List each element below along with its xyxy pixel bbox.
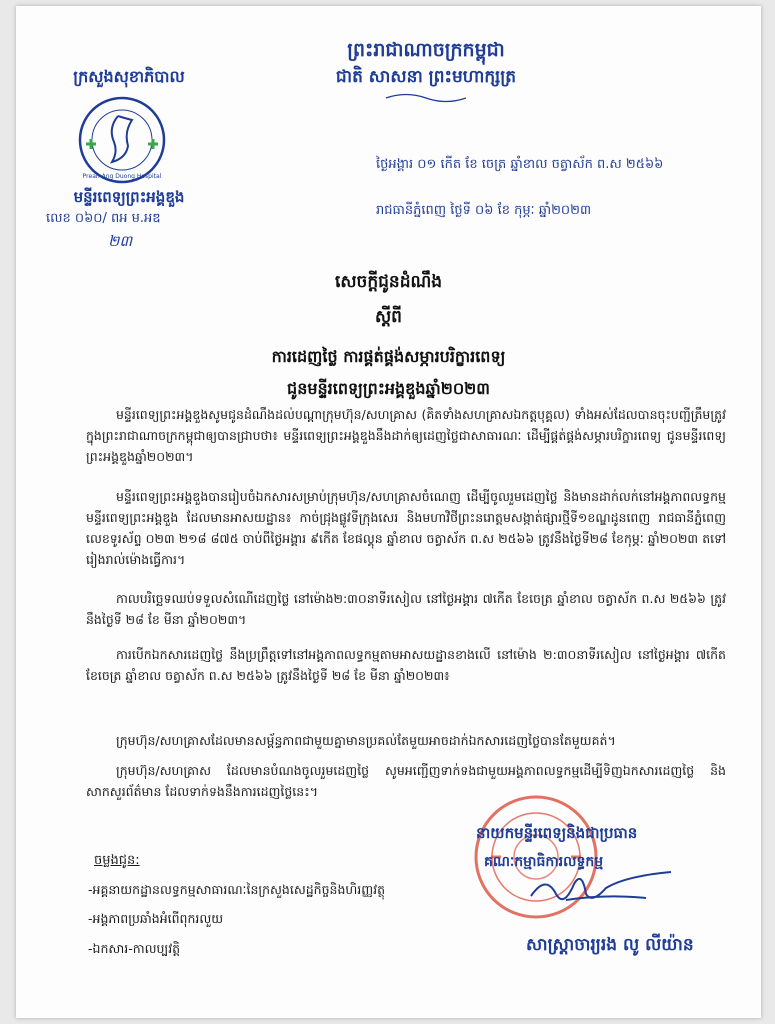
hospital-logo-icon <box>72 94 172 186</box>
ministry-name: ក្រសួងសុខាភិបាល <box>73 67 185 86</box>
lunar-date: ថ្ងៃអង្គារ ០១ កើត ខែ ចេត្រ ឆ្នាំខាល ចត្វាស័ក ព.ស ២៥៦៦ <box>376 157 664 172</box>
kingdom-line2: ជាតិ សាសនា ព្រះមហាក្សត្រ <box>335 67 517 87</box>
letter-page <box>16 6 761 1018</box>
handwritten-signature-icon <box>526 864 676 914</box>
ref-year: ២៣ <box>108 232 133 250</box>
logo-text: Preah Ang Duong Hospital <box>82 173 162 180</box>
doc-title: សេចក្តីជូនដំណឹង <box>334 272 443 292</box>
signer-org: គណៈកម្មាធិការលទ្ធកម្ម <box>484 854 604 870</box>
cc-item: -អគ្គនាយកដ្ឋានលទ្ធកម្មសាធារណៈនៃក្រសួងសេដ្ឋកិច្ចនិងហិរញ្ញវត្ថុ <box>88 882 386 897</box>
ornament-icon <box>286 91 566 105</box>
paragraph-1: មន្ទីរពេទ្យព្រះអង្គឌួងសូមជូនដំណឹងដល់បណ្តាក្រុមហ៊ុន/សហគ្រាស (គិតទាំងសហគ្រាសឯកត្តបុគ្គល) ទាំងអស់ដែលបានចុះបញ្ជីត្រឹមត្រូវក្នុងព្រះរាជាណាចក្រកម្ពុជាឲ្យបានជ្រាបថា៖ មន្ទីរពេទ្យព្រះអង្គឌួងនឹងដាក់ឲ្យដេញថ្លៃជាសាធារណៈ ដើម្បីផ្គត់ផ្គង់សម្ភារបរិក្ខារពេទ្យ ជូនមន្ទីរពេទ្យព្រះអង្គឌួងឆ្នាំ២០២៣។ <box>86 407 726 464</box>
signer-title: នាយកមន្ទីរពេទ្យនិងជាប្រធាន <box>476 824 638 842</box>
paragraph-3: កាលបរិច្ឆេទឈប់ទទួលសំណើដេញថ្លៃ នៅម៉ោង២:៣០នាទីរសៀល នៅថ្ងៃអង្គារ ៧កើត ខែចេត្រ ឆ្នាំខាល ចត្វាស័ក ព.ស ២៥៦៦ ត្រូវនឹងថ្ងៃទី ២៨ ខែ មីនា ឆ្នាំ២០២៣។ <box>86 591 726 627</box>
cc-item: -អង្គភាពប្រឆាំងអំពើពុករលួយ <box>88 911 224 926</box>
doc-topic: ការដេញថ្លៃ ការផ្គត់ផ្គង់សម្ភារបរិក្ខារពេទ្យ <box>271 347 506 366</box>
cc-title: ចម្លងជូន: <box>94 853 140 868</box>
paragraph-5: ក្រុមហ៊ុន/សហគ្រាសដែលមានសម្ព័ន្ធភាពជាមួយគ្នាមានប្រគល់តែមួយអាចដាក់ឯកសារដេញថ្លៃបានតែមួយគត់។ <box>116 733 616 748</box>
solar-date: រាជធានីភ្នំពេញ ថ្ងៃទី ០៦ ខែ កុម្ភៈ ឆ្នាំ២០២៣ <box>376 203 592 218</box>
cc-item: -ឯកសារ-កាលប្បវត្តិ <box>88 941 181 956</box>
paragraph-6: ក្រុមហ៊ុន/សហគ្រាស ដែលមានបំណងចូលរួមដេញថ្លៃ សូមអញ្ជើញទាក់ទងជាមួយអង្គភាពលទ្ធកម្មដើម្បីទិញឯកសារដេញថ្លៃ និងសាកសួរព័ត៌មាន ដែលទាក់ទងនឹងការដេញថ្លៃនេះ។ <box>86 763 726 799</box>
doc-subtitle: ស្តីពី <box>375 307 402 327</box>
doc-topic-year: ជូនមន្ទីរពេទ្យព្រះអង្គឌួងឆ្នាំ២០២៣ <box>287 379 490 398</box>
paragraph-4: ការបើកឯកសារដេញថ្លៃ នឹងប្រព្រឹត្តទៅនៅអង្គភាពលទ្ធកម្មតាមអាសយដ្ឋានខាងលើ នៅម៉ោង ២:៣០នាទីរសៀល នៅថ្ងៃអង្គារ ៧កើត ខែចេត្រ ឆ្នាំខាល ចត្វាស័ក ព.ស ២៥៦៦ ត្រូវនឹងថ្ងៃទី ២៨ ខែ មីនា ឆ្នាំ២០២៣៖ <box>86 647 726 683</box>
paragraph-2: មន្ទីរពេទ្យព្រះអង្គឌួងបានរៀបចំឯកសារសម្រាប់ក្រុមហ៊ុន/សហគ្រាសចំណេញ ដើម្បីចូលរួមដេញថ្លៃ និងមានដាក់លក់នៅអង្គភាពលទ្ធកម្មមន្ទីរពេទ្យព្រះអង្គឌួង ដែលមានអាសយដ្ឋាន៖ កាច់ជ្រុងផ្លូវទីក្រុងសេរ និងមហាវិថីព្រះនរោត្តមសង្កាត់ផ្សារថ្មីទី១ខណ្ឌដូនពេញ រាជធានីភ្នំពេញ លេខទូរស័ព្ទ ០២៣ ២១៨ ៨៧៥ ចាប់ពីថ្ងៃអង្គារ ៩កើត ខែផល្គុន ឆ្នាំខាល ចត្វាស័ក ព.ស ២៥៦៦ ត្រូវនឹងថ្ងៃទី២៨ ខែកុម្ភៈ ឆ្នាំ២០២៣ តទៅរៀងរាល់ម៉ោងធ្វើការ។ <box>86 489 726 567</box>
signer-name: សាស្ត្រាចារ្យរង លូ លីយ៉ាន <box>526 935 694 955</box>
ref-number: លេខ ០៦០/ ពអ ម.អឌ <box>46 211 161 226</box>
hospital-name: មន្ទីរពេទ្យព្រះអង្គឌួង <box>73 188 185 206</box>
kingdom-line1: ព្រះរាជាណាចក្រកម្ពុជា <box>347 39 505 61</box>
kingdom-header <box>286 36 566 109</box>
